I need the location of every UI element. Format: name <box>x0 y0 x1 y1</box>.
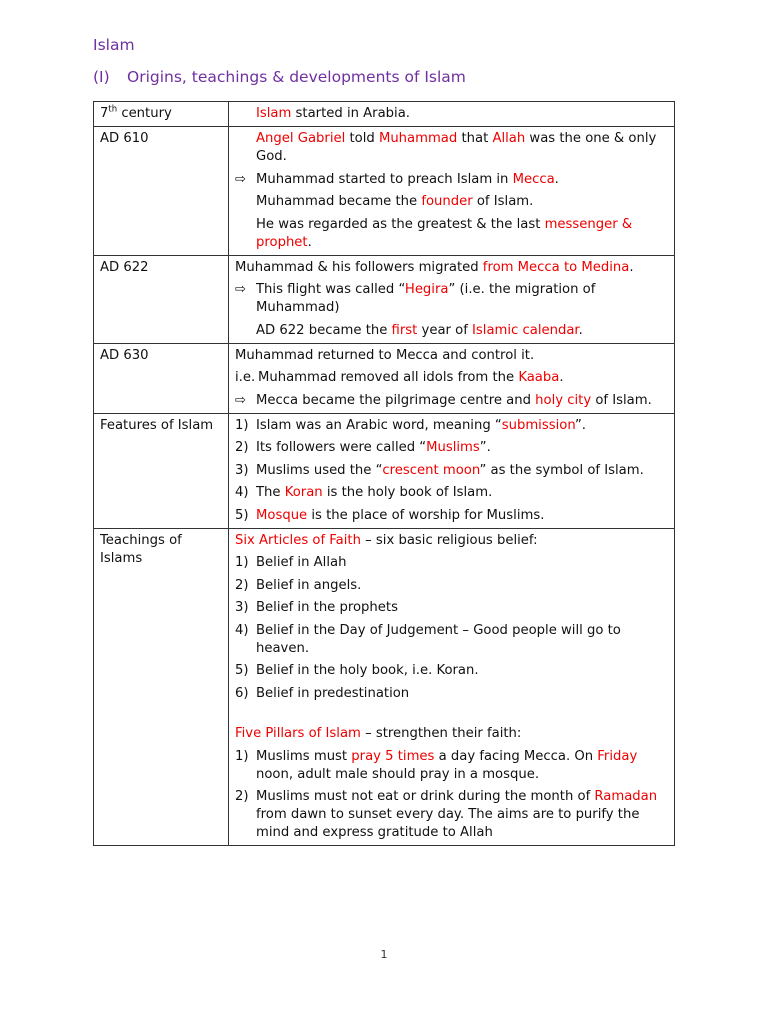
row-content <box>229 528 675 846</box>
text-segment: is the holy book of Islam. <box>322 485 493 500</box>
arrow-right-icon: ⇨ <box>235 282 247 297</box>
list-marker: i.e. <box>235 370 256 385</box>
highlighted-term: Islamic calendar <box>472 322 579 338</box>
highlighted-term: founder <box>421 194 473 209</box>
row-content <box>229 127 675 256</box>
highlighted-term: Muhammad <box>378 131 458 146</box>
list-marker: 2) <box>235 440 249 455</box>
text-segment: Belief in Allah <box>256 555 347 570</box>
text-segment: a day facing Mecca. On <box>434 748 598 764</box>
text-segment: – six basic religious belief: <box>360 532 538 548</box>
highlighted-term: Muslims <box>426 440 480 455</box>
arrow-right-icon: ⇨ <box>235 392 247 408</box>
highlighted-term: Angel Gabriel <box>256 131 346 146</box>
text-segment: ”. <box>479 440 491 455</box>
text-segment: noon, adult male should pray in a mosque. <box>256 766 540 782</box>
text-segment: is the place of worship for Muslims. <box>307 507 545 523</box>
text-segment: . <box>554 171 559 187</box>
text-segment: ”. <box>574 417 586 433</box>
text-line <box>235 193 668 211</box>
text-line <box>235 105 668 123</box>
list-item <box>235 662 668 680</box>
row-label: 7th century <box>94 102 229 127</box>
list-marker: 4) <box>235 622 249 638</box>
table-row <box>94 343 675 413</box>
text-segment: of Islam. <box>472 194 534 209</box>
list-marker: 2) <box>235 577 249 593</box>
text-line <box>235 130 668 166</box>
text-segment: Muhammad & his followers migrated <box>235 259 483 275</box>
list-item <box>235 281 668 317</box>
row-content <box>229 255 675 343</box>
text-segment: that <box>457 131 493 146</box>
text-segment: – strengthen their faith: <box>360 726 522 741</box>
highlighted-term: first <box>391 322 418 338</box>
text-segment: . <box>629 259 634 275</box>
page-title: Islam <box>93 36 135 54</box>
table-row <box>94 528 675 846</box>
text-segment: Its followers were called “ <box>256 440 427 455</box>
text-line <box>235 532 668 550</box>
text-segment: Muhammad became the <box>256 194 422 209</box>
list-marker: 1) <box>235 748 249 764</box>
text-line <box>235 216 668 252</box>
row-label: AD 630 <box>94 343 229 413</box>
row-content <box>229 413 675 528</box>
timeline-table <box>93 101 675 846</box>
list-item <box>235 599 668 617</box>
table-row <box>94 413 675 528</box>
row-label: Teachings of Islams <box>94 528 229 846</box>
text-segment: This flight was called “ <box>256 282 405 297</box>
highlighted-term: submission <box>501 417 575 433</box>
text-segment: Belief in the Day of Judgement – Good people will go to heaven. <box>256 622 621 656</box>
text-segment: Muhammad removed all idols from the <box>258 370 519 385</box>
table-row <box>94 102 675 127</box>
text-segment: . <box>307 234 312 250</box>
text-segment: Belief in angels. <box>256 577 362 593</box>
list-item <box>235 685 668 703</box>
list-item <box>235 462 668 480</box>
spacer <box>235 707 668 725</box>
list-item <box>235 369 668 387</box>
table-row <box>94 127 675 256</box>
highlighted-term: Five Pillars of Islam <box>235 726 361 741</box>
list-marker: 5) <box>235 507 249 523</box>
list-marker: 6) <box>235 685 249 701</box>
row-label: AD 610 <box>94 127 229 256</box>
highlighted-term: Koran <box>284 485 323 500</box>
text-line <box>235 725 668 743</box>
text-segment: Belief in the holy book, i.e. Koran. <box>256 663 479 678</box>
section-heading <box>93 68 466 86</box>
row-content <box>229 102 675 127</box>
highlighted-term: messenger & prophet <box>256 216 633 250</box>
text-segment: told <box>345 131 379 146</box>
text-segment: Muslims used the “ <box>256 462 383 478</box>
highlighted-term: Six Articles of Faith <box>235 532 361 548</box>
highlighted-term: crescent moon <box>382 462 480 478</box>
list-marker: 1) <box>235 417 249 433</box>
highlighted-term: holy city <box>535 392 592 408</box>
list-marker: 5) <box>235 663 249 678</box>
text-segment: He was regarded as the greatest & the last <box>256 216 545 232</box>
highlighted-term: Hegira <box>404 282 449 297</box>
list-item <box>235 622 668 658</box>
list-item <box>235 484 668 502</box>
text-segment: Mecca became the pilgrimage centre and <box>256 392 536 408</box>
list-marker: 3) <box>235 462 249 478</box>
text-segment: Muslims must <box>256 748 352 764</box>
highlighted-term: Mecca <box>512 171 555 187</box>
arrow-right-icon: ⇨ <box>235 171 247 187</box>
text-segment: The <box>256 485 285 500</box>
text-segment: Belief in the prophets <box>256 600 398 615</box>
list-item <box>235 507 668 525</box>
highlighted-term: from Mecca to Medina <box>482 259 630 275</box>
text-segment: ” as the symbol of Islam. <box>479 462 644 478</box>
text-segment: started in Arabia. <box>291 106 410 121</box>
row-content <box>229 343 675 413</box>
table-row <box>94 255 675 343</box>
text-segment: from dawn to sunset every day. The aims are to purify the mind and express gratitude to Allah <box>256 807 640 840</box>
row-label: AD 622 <box>94 255 229 343</box>
list-item <box>235 748 668 784</box>
text-segment: was the one & only God. <box>256 131 657 164</box>
list-marker: 2) <box>235 789 249 804</box>
list-item <box>235 439 668 457</box>
text-segment: AD 622 became the <box>256 322 392 338</box>
list-marker: 3) <box>235 600 249 615</box>
text-segment: . <box>559 370 564 385</box>
list-item <box>235 577 668 595</box>
list-item <box>235 417 668 435</box>
highlighted-term: Friday <box>597 748 638 764</box>
list-item <box>235 554 668 572</box>
highlighted-term: Islam <box>256 106 292 121</box>
highlighted-term: Kaaba <box>518 370 560 385</box>
section-heading-text: Origins, teachings & developments of Islam <box>127 68 466 86</box>
highlighted-term: pray 5 times <box>351 748 435 764</box>
list-marker: 4) <box>235 485 249 500</box>
text-line <box>235 259 668 277</box>
list-marker: 1) <box>235 555 249 570</box>
text-segment: Islam was an Arabic word, meaning “ <box>256 417 502 433</box>
text-segment: Muhammad started to preach Islam in <box>256 171 513 187</box>
list-item <box>235 392 668 410</box>
text-segment: Muhammad returned to Mecca and control it. <box>235 347 535 363</box>
highlighted-term: Allah <box>492 131 526 146</box>
list-item <box>235 171 668 189</box>
page-number: 1 <box>380 948 388 961</box>
text-segment: Muslims must not eat or drink during the month of <box>256 789 595 804</box>
section-number: (I) <box>93 68 110 86</box>
text-segment: of Islam. <box>591 392 652 408</box>
text-segment: . <box>578 322 583 338</box>
row-label: Features of Islam <box>94 413 229 528</box>
text-segment: Belief in predestination <box>256 685 410 701</box>
list-item <box>235 788 668 842</box>
highlighted-term: Mosque <box>256 507 308 523</box>
text-segment: ” (i.e. the migration of Muhammad) <box>256 282 596 315</box>
highlighted-term: Ramadan <box>594 789 658 804</box>
text-line <box>235 322 668 340</box>
text-segment: year of <box>417 322 473 338</box>
text-line <box>235 347 668 365</box>
